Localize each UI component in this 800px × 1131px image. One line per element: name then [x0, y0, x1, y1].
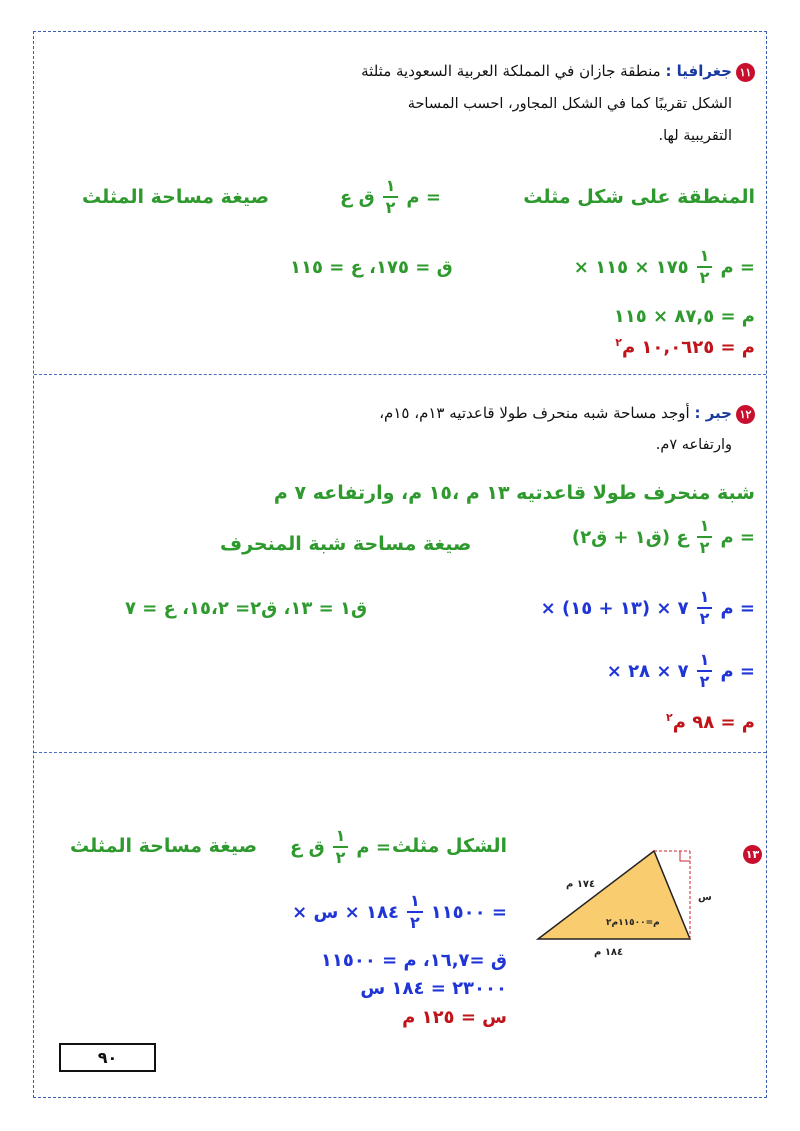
q12-line1 — [379, 404, 755, 424]
triangle-height-label: س — [698, 892, 712, 903]
q12-statement: شبة منحرف طولا قاعدتيه ١٣ م ،١٥ م، وارتفاعه ٧ م — [273, 482, 755, 504]
q12-label: جبر : — [694, 404, 732, 422]
q12-step2 — [607, 652, 755, 690]
q12-substitution — [541, 589, 755, 627]
q12-sub-lhs: م = — [720, 597, 755, 619]
q13-result: س = ١٢٥ م — [402, 1007, 507, 1028]
q12-sub-fraction: $\frac{١}{٢}$ — [697, 589, 713, 627]
q13-sub-fraction: $\frac{١}{٢}$ — [407, 893, 423, 931]
triangle-side-label: ١٧٤ م — [566, 879, 596, 890]
q13-shape-statement: الشكل مثلث — [392, 835, 507, 857]
q13-half-fraction: $\frac{١}{٢}$ — [333, 828, 349, 866]
q12-formula-lhs: م = — [720, 526, 755, 548]
q11-result-exponent: ٢ — [615, 336, 622, 349]
triangle-base-label: ١٨٤ م — [594, 947, 624, 958]
q13-triangle-figure — [530, 845, 730, 960]
q12-formula-rhs: ع (ق١ + ق٢) — [571, 526, 689, 548]
q12-result-text: م = ٩٨ م — [672, 712, 755, 733]
q13-formula-lhs: م = — [356, 836, 391, 858]
q12-text-line2: وارتفاعه ٧م. — [655, 437, 732, 453]
q11-text-line3: التقريبية لها. — [658, 128, 732, 144]
q12-number-badge: ١٢ — [736, 405, 755, 424]
q11-shape-statement: المنطقة على شكل مثلث — [523, 186, 755, 208]
page-number-box: ٩٠ — [59, 1043, 156, 1072]
q13-number-badge: ١٣ — [743, 845, 762, 864]
q13-sub-lhs: ١١٥٠٠ = — [430, 901, 507, 923]
q11-text-line1: منطقة جازان في المملكة العربية السعودية مثلثة — [361, 62, 661, 80]
q13-formula — [290, 828, 391, 866]
q12-step2-rhs: × ٧ × ٢٨ — [606, 660, 689, 682]
q11-text-line2: الشكل تقريبًا كما في الشكل المجاور، احسب المساحة — [407, 96, 732, 112]
q13-sub-rhs: × ١٨٤ × س — [292, 901, 399, 923]
q11-substitution — [574, 248, 755, 286]
q12-step2-lhs: م = — [720, 660, 755, 682]
q11-sub-rhs: × ١٧٥ × ١١٥ — [573, 256, 689, 278]
q13-step2: ٢٣٠٠٠ = ١٨٤ س — [360, 978, 507, 999]
q11-half-fraction: $\frac{١}{٢}$ — [383, 178, 399, 216]
right-angle-mark — [680, 851, 690, 861]
q11-formula — [340, 178, 441, 216]
q11-formula-lhs: م = — [406, 186, 441, 208]
q12-text-line1: أوجد مساحة شبه منحرف طولا قاعدتيه ١٣م، ١٥م، — [379, 404, 690, 422]
q11-result — [615, 336, 755, 358]
q11-result-text: م = ١٠,٠٦٢٥ م — [621, 337, 755, 358]
q12-formula — [572, 518, 755, 556]
q12-step2-fraction: $\frac{١}{٢}$ — [697, 652, 713, 690]
q11-formula-rhs: ق ع — [340, 186, 375, 208]
q11-sub-fraction: $\frac{١}{٢}$ — [697, 248, 713, 286]
q12-given-values: ق١ = ١٣، ق٢= ١٥،٢، ع = ٧ — [125, 598, 368, 619]
q12-result — [666, 711, 755, 733]
separator-1 — [34, 374, 766, 375]
q11-formula-name: صيغة مساحة المثلث — [82, 186, 270, 208]
q11-number-badge: ١١ — [736, 63, 755, 82]
triangle-area-label: م=١١٥٠٠م٢ — [606, 918, 660, 928]
q12-half-fraction: $\frac{١}{٢}$ — [697, 518, 713, 556]
separator-2 — [34, 752, 766, 753]
q11-sub-lhs: م = — [720, 256, 755, 278]
q11-step2: م = ٨٧,٥ × ١١٥ — [613, 306, 755, 327]
q12-sub-rhs: × ٧ × (١٣ + ١٥) — [540, 597, 689, 619]
q13-substitution — [292, 893, 507, 931]
q11-line1 — [361, 62, 755, 82]
q13-given-values: ق =١٦,٧، م = ١١٥٠٠ — [320, 950, 507, 971]
q13-number — [739, 844, 762, 864]
q12-formula-name: صيغة مساحة شبة المنحرف — [220, 533, 472, 555]
q13-formula-rhs: ق ع — [290, 836, 325, 858]
q11-given-values: ق = ١٧٥، ع = ١١٥ — [290, 257, 453, 278]
q11-label: جغرافيا : — [665, 62, 732, 80]
q12-result-exponent: ٢ — [666, 711, 673, 724]
q13-formula-name: صيغة مساحة المثلث — [70, 835, 258, 857]
